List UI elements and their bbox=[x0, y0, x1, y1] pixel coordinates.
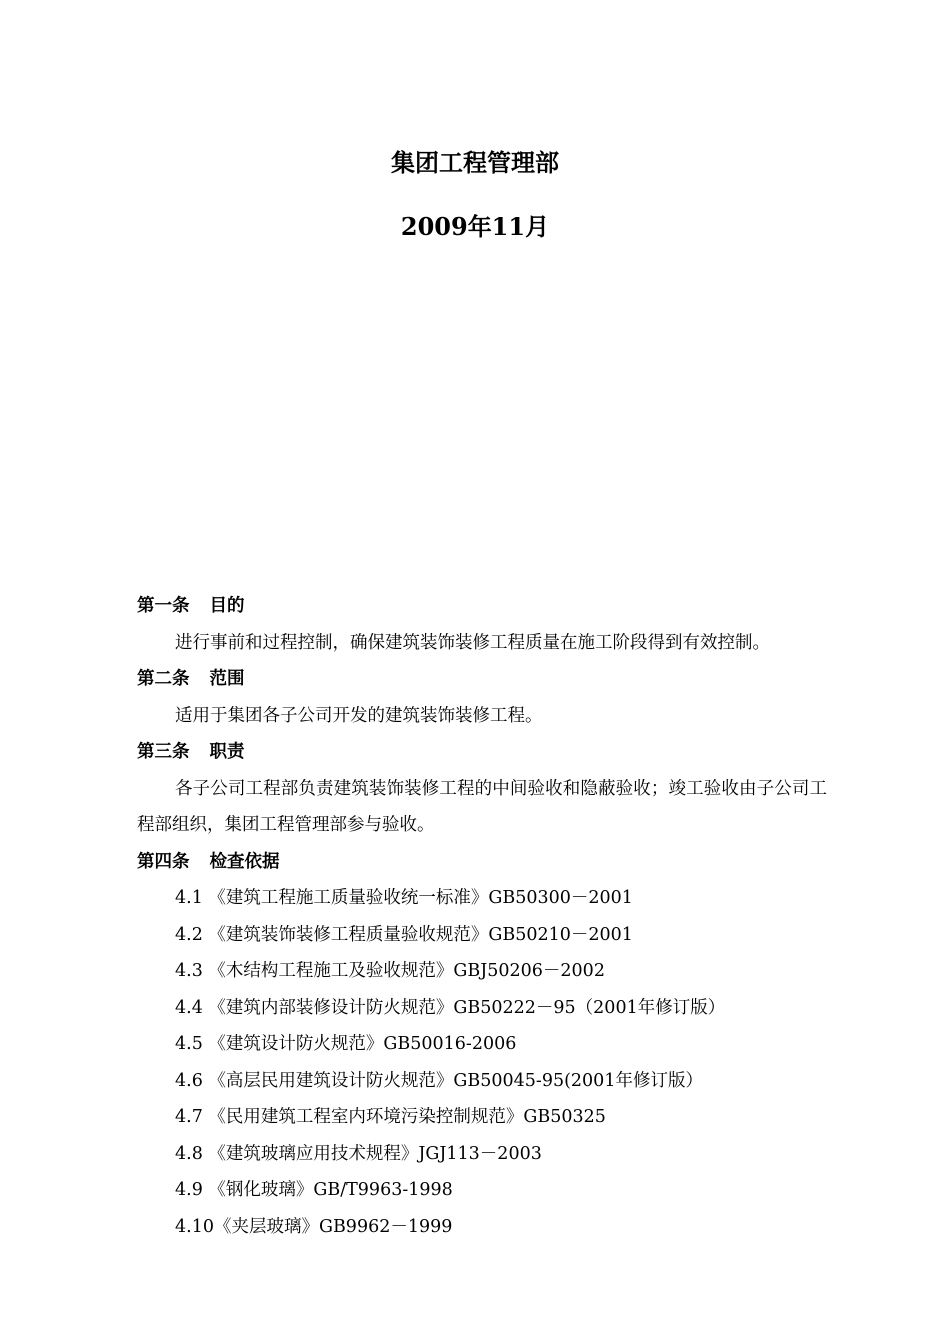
reference-item: 4.6 《高层民用建筑设计防火规范》GB50045-95(2001年修订版） bbox=[175, 1070, 703, 1091]
reference-item: 4.10《夹层玻璃》GB9962－1999 bbox=[175, 1216, 453, 1237]
article-1-text: 进行事前和过程控制，确保建筑装饰装修工程质量在施工阶段得到有效控制。 bbox=[175, 632, 770, 653]
article-4-heading bbox=[137, 844, 827, 881]
article-3-heading bbox=[137, 734, 827, 771]
reference-item: 4.5 《建筑设计防火规范》GB50016-2006 bbox=[175, 1034, 517, 1054]
article-2-heading bbox=[137, 661, 827, 698]
article-1-number: 第一条 bbox=[137, 596, 190, 616]
document-body bbox=[137, 588, 827, 1245]
article-3-number: 第三条 bbox=[137, 742, 190, 762]
article-3-text: 各子公司工程部负责建筑装饰装修工程的中间验收和隐蔽验收；竣工验收由子公司工程部组织，集团工程管理部参与验收。 bbox=[137, 778, 827, 835]
article-3-title: 职责 bbox=[209, 742, 245, 762]
reference-item: 4.2 《建筑装饰装修工程质量验收规范》GB50210－2001 bbox=[175, 924, 633, 945]
reference-item: 4.8 《建筑玻璃应用技术规程》JGJ113－2003 bbox=[175, 1143, 542, 1164]
article-2-text: 适用于集团各子公司开发的建筑装饰装修工程。 bbox=[175, 705, 543, 726]
article-1-heading bbox=[137, 588, 827, 625]
article-2-number: 第二条 bbox=[137, 669, 190, 689]
article-4-number: 第四条 bbox=[137, 851, 190, 872]
article-4-title: 检查依据 bbox=[209, 851, 280, 872]
document-date: 2009年11月 bbox=[400, 212, 550, 241]
reference-item: 4.1 《建筑工程施工质量验收统一标准》GB50300－2001 bbox=[175, 888, 633, 908]
article-2-title: 范围 bbox=[209, 669, 245, 689]
reference-item: 4.9 《钢化玻璃》GB/T9963-1998 bbox=[175, 1180, 453, 1200]
reference-item: 4.7 《民用建筑工程室内环境污染控制规范》GB50325 bbox=[175, 1107, 606, 1127]
organization-title: 集团工程管理部 bbox=[391, 148, 559, 177]
article-1-title: 目的 bbox=[209, 596, 245, 616]
reference-item: 4.4 《建筑内部装修设计防火规范》GB50222－95（2001年修订版） bbox=[175, 997, 726, 1018]
reference-item: 4.3 《木结构工程施工及验收规范》GBJ50206－2002 bbox=[175, 961, 605, 981]
